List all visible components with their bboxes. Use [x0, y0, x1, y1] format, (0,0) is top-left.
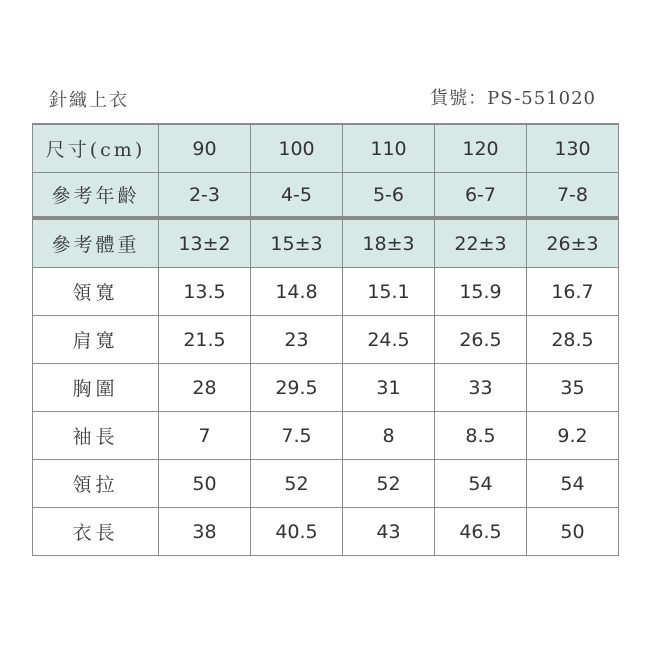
age-cell: 5-6 [343, 173, 435, 219]
table-row [33, 364, 619, 412]
table-cell: 28 [159, 364, 251, 412]
table-cell: 28.5 [527, 316, 619, 364]
size-chart-table [32, 123, 619, 556]
table-cell: 23 [251, 316, 343, 364]
table-cell: 50 [159, 460, 251, 508]
table-cell: 8 [343, 412, 435, 460]
table-cell: 7 [159, 412, 251, 460]
table-row [33, 508, 619, 556]
table-cell: 40.5 [251, 508, 343, 556]
table-cell: 52 [251, 460, 343, 508]
row-label: 肩寬 [33, 316, 159, 364]
table-cell: 9.2 [527, 412, 619, 460]
age-label: 參考年齡 [33, 173, 159, 219]
table-cell: 43 [343, 508, 435, 556]
size-cell: 120 [435, 124, 527, 173]
table-cell: 24.5 [343, 316, 435, 364]
size-row [33, 124, 619, 173]
table-cell: 13.5 [159, 268, 251, 316]
row-label: 衣長 [33, 508, 159, 556]
weight-cell: 15±3 [251, 218, 343, 268]
age-cell: 6-7 [435, 173, 527, 219]
table-cell: 21.5 [159, 316, 251, 364]
table-cell: 8.5 [435, 412, 527, 460]
table-cell: 16.7 [527, 268, 619, 316]
table-cell: 31 [343, 364, 435, 412]
table-cell: 54 [527, 460, 619, 508]
weight-row [33, 218, 619, 268]
table-cell: 29.5 [251, 364, 343, 412]
table-cell: 35 [527, 364, 619, 412]
row-label: 領拉 [33, 460, 159, 508]
table-cell: 54 [435, 460, 527, 508]
table-cell: 38 [159, 508, 251, 556]
row-label: 領寬 [33, 268, 159, 316]
table-cell: 50 [527, 508, 619, 556]
size-cell: 110 [343, 124, 435, 173]
age-cell: 2-3 [159, 173, 251, 219]
age-row [33, 173, 619, 219]
table-row [33, 412, 619, 460]
weight-cell: 13±2 [159, 218, 251, 268]
weight-cell: 22±3 [435, 218, 527, 268]
table-cell: 7.5 [251, 412, 343, 460]
table-cell: 46.5 [435, 508, 527, 556]
table-row [33, 460, 619, 508]
weight-label: 參考體重 [33, 218, 159, 268]
table-cell: 33 [435, 364, 527, 412]
table-cell: 26.5 [435, 316, 527, 364]
table-cell: 15.9 [435, 268, 527, 316]
size-cell: 90 [159, 124, 251, 173]
weight-cell: 26±3 [527, 218, 619, 268]
size-cell: 130 [527, 124, 619, 173]
product-code: 貨號：PS-551020 [430, 88, 596, 109]
row-label: 袖長 [33, 412, 159, 460]
table-cell: 15.1 [343, 268, 435, 316]
age-cell: 7-8 [527, 173, 619, 219]
size-cell: 100 [251, 124, 343, 173]
table-row [33, 268, 619, 316]
table-cell: 52 [343, 460, 435, 508]
weight-cell: 18±3 [343, 218, 435, 268]
age-cell: 4-5 [251, 173, 343, 219]
table-cell: 14.8 [251, 268, 343, 316]
product-name: 針織上衣 [49, 90, 129, 111]
table-row [33, 316, 619, 364]
row-label: 胸圍 [33, 364, 159, 412]
size-label: 尺寸(cm) [33, 124, 159, 173]
